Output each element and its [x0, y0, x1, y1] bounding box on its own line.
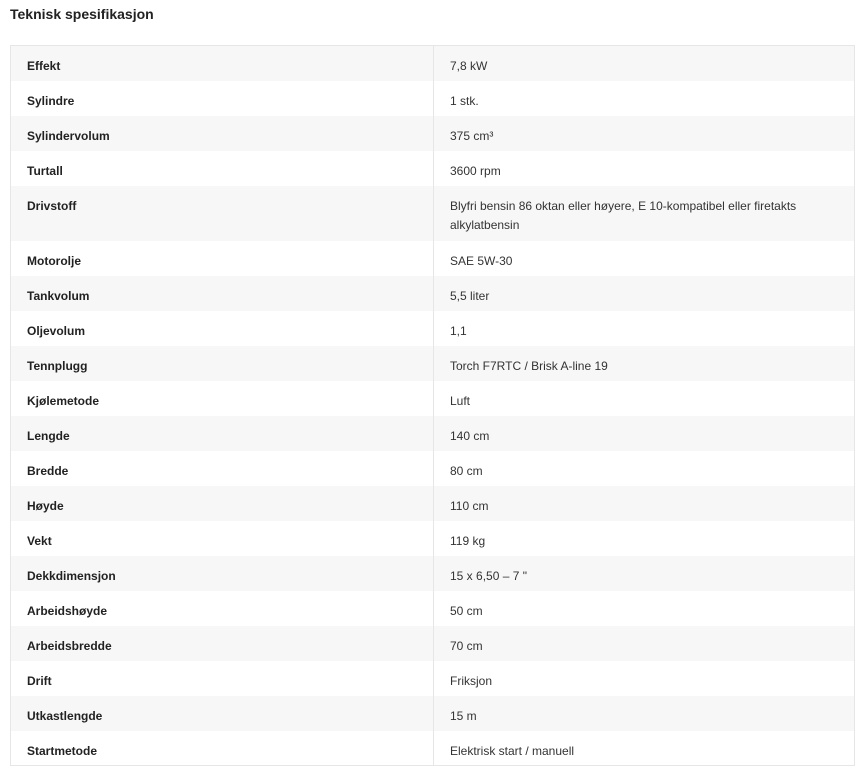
table-row: [11, 591, 855, 626]
spec-value: 80 cm: [450, 463, 483, 478]
spec-value: 50 cm: [450, 603, 483, 618]
table-row: [11, 486, 855, 521]
spec-value: 140 cm: [450, 428, 490, 443]
table-row: [11, 81, 855, 116]
table-row: [11, 276, 855, 311]
table-row: [11, 696, 855, 731]
spec-label: Tennplugg: [11, 346, 434, 381]
spec-label: Bredde: [11, 451, 434, 486]
table-row: [11, 241, 855, 276]
spec-value: Blyfri bensin 86 oktan eller høyere, E 10-kompatibel eller firetakts alkylatbensin: [450, 198, 797, 232]
spec-label: Dekkdimensjon: [11, 556, 434, 591]
table-row: [11, 46, 855, 81]
spec-label: Arbeidsbredde: [11, 626, 434, 661]
spec-value: 1 stk.: [450, 93, 479, 108]
spec-label: Arbeidshøyde: [11, 591, 434, 626]
table-row: [11, 626, 855, 661]
spec-value: 70 cm: [450, 638, 483, 653]
spec-value: 15 x 6,50 – 7 ": [450, 568, 527, 583]
spec-label: Lengde: [11, 416, 434, 451]
table-row: [11, 556, 855, 591]
spec-label: Turtall: [11, 151, 434, 186]
table-row: [11, 521, 855, 556]
spec-value: SAE 5W-30: [450, 253, 513, 268]
table-row: [11, 416, 855, 451]
spec-label: Vekt: [11, 521, 434, 556]
spec-label: Høyde: [11, 486, 434, 521]
spec-label: Startmetode: [11, 731, 434, 766]
page-title: Teknisk spesifikasjon: [10, 6, 154, 22]
table-row: [11, 381, 855, 416]
spec-value: 7,8 kW: [450, 59, 488, 73]
table-row: [11, 311, 855, 346]
spec-value: 15 m: [450, 708, 477, 723]
spec-label: Kjølemetode: [11, 381, 434, 416]
spec-label: Effekt: [11, 46, 434, 81]
spec-value: 3600 rpm: [450, 163, 501, 178]
spec-value: 5,5 liter: [450, 288, 490, 303]
table-row: [11, 116, 855, 151]
spec-table: [10, 45, 855, 766]
table-row: [11, 661, 855, 696]
table-row: [11, 186, 855, 241]
spec-label: Sylindre: [11, 81, 434, 116]
spec-value: Friksjon: [450, 673, 493, 688]
table-row: [11, 151, 855, 186]
spec-value: 1,1: [450, 323, 467, 338]
spec-value: Luft: [450, 393, 471, 408]
spec-label: Oljevolum: [11, 311, 434, 346]
table-row: [11, 451, 855, 486]
spec-label: Motorolje: [11, 241, 434, 276]
spec-label: Drift: [11, 661, 434, 696]
table-row: [11, 346, 855, 381]
spec-value: Torch F7RTC / Brisk A-line 19: [450, 358, 608, 373]
spec-label: Utkastlengde: [11, 696, 434, 731]
spec-value: 119 kg: [450, 533, 486, 548]
spec-label: Drivstoff: [11, 186, 434, 241]
spec-label: Tankvolum: [11, 276, 434, 311]
spec-value: Elektrisk start / manuell: [450, 743, 575, 758]
spec-value: 110 cm: [450, 498, 489, 513]
spec-value: 375 cm³: [450, 128, 494, 143]
table-row: [11, 731, 855, 766]
spec-label: Sylindervolum: [11, 116, 434, 151]
